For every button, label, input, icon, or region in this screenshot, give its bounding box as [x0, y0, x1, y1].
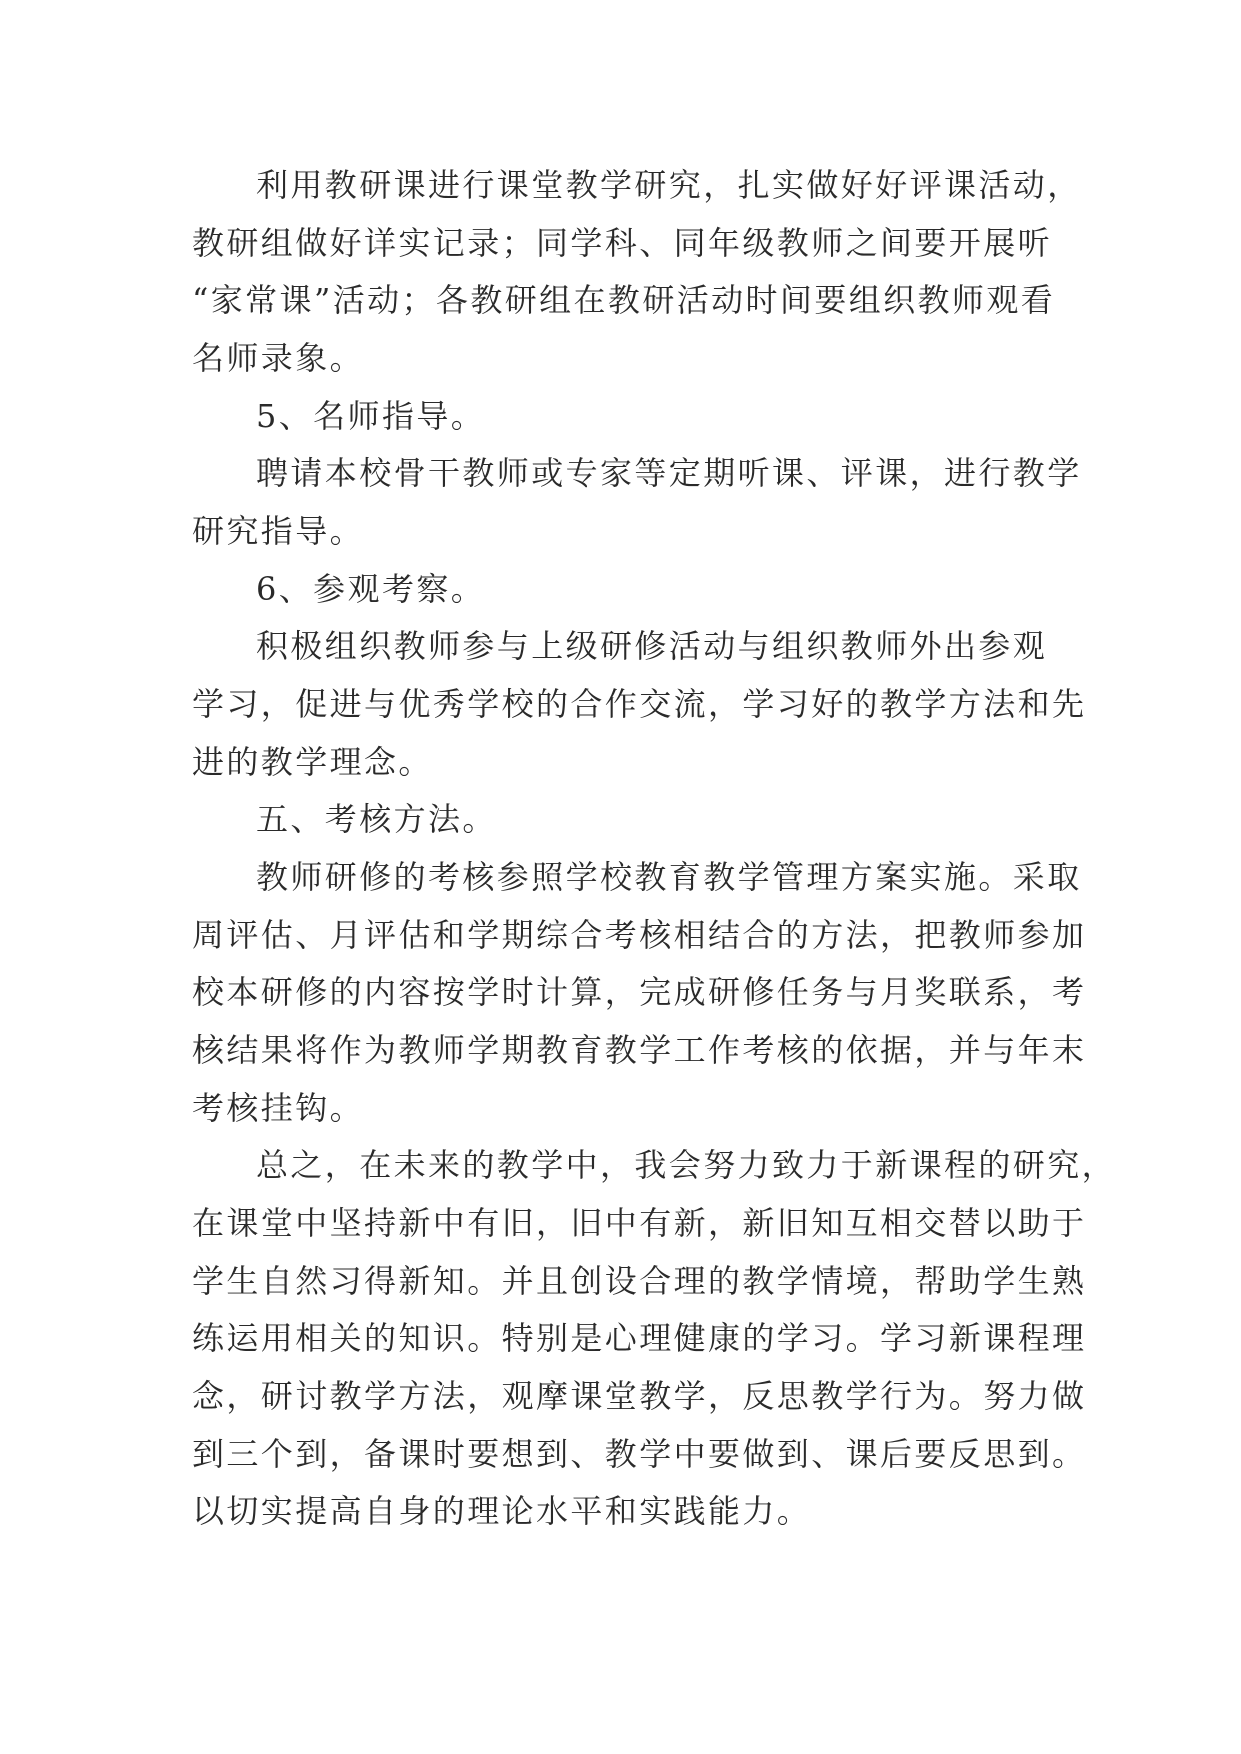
paragraph-line: 以切实提高自身的理论水平和实践能力。 [192, 1492, 812, 1530]
paragraph-line: 积极组织教师参与上级研修活动与组织教师外出参观 [256, 627, 1048, 665]
section-heading: 5、名师指导。 [256, 397, 486, 435]
section-heading: 6、参观考察。 [256, 570, 486, 608]
paragraph-line: 利用教研课进行课堂教学研究，扎实做好好评课活动， [256, 166, 1082, 204]
paragraph-line: 核结果将作为教师学期教育教学工作考核的依据，并与年末 [192, 1031, 1087, 1069]
section-heading: 五、考核方法。 [256, 800, 497, 838]
paragraph-line: 研究指导。 [192, 512, 365, 550]
paragraph-line: 教研组做好详实记录；同学科、同年级教师之间要开展听 [192, 224, 1053, 262]
paragraph-line: 练运用相关的知识。特别是心理健康的学习。学习新课程理 [192, 1319, 1087, 1357]
paragraph-line: 校本研修的内容按学时计算，完成研修任务与月奖联系，考 [192, 973, 1087, 1011]
paragraph-line: 周评估、月评估和学期综合考核相结合的方法，把教师参加 [192, 916, 1087, 954]
paragraph-line: 到三个到，备课时要想到、教学中要做到、课后要反思到。 [192, 1435, 1087, 1473]
paragraph-line: 学生自然习得新知。并且创设合理的教学情境，帮助学生熟 [192, 1262, 1087, 1300]
paragraph-line: 学习，促进与优秀学校的合作交流，学习好的教学方法和先 [192, 685, 1087, 723]
paragraph-line: 教师研修的考核参照学校教育教学管理方案实施。采取 [256, 858, 1082, 896]
paragraph-line: 考核挂钩。 [192, 1089, 365, 1127]
paragraph-line: 进的教学理念。 [192, 743, 433, 781]
paragraph-line: 念，研讨教学方法，观摩课堂教学，反思教学行为。努力做 [192, 1377, 1087, 1415]
paragraph-line: 聘请本校骨干教师或专家等定期听课、评课，进行教学 [256, 454, 1082, 492]
paragraph-line: 名师录象。 [192, 339, 365, 377]
paragraph-line: 总之，在未来的教学中，我会努力致力于新课程的研究， [256, 1146, 1117, 1184]
paragraph-line: 在课堂中坚持新中有旧，旧中有新，新旧知互相交替以助于 [192, 1204, 1087, 1242]
paragraph-line: “家常课”活动；各教研组在教研活动时间要组织教师观看 [192, 281, 1056, 319]
